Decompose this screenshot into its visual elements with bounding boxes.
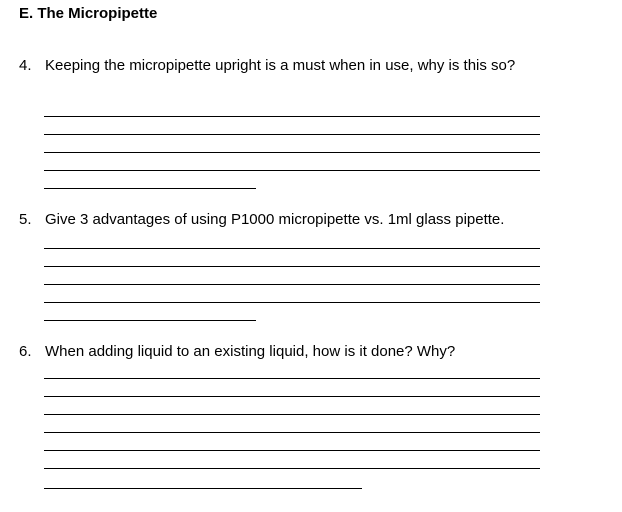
answer-line[interactable] [44,188,256,189]
answer-line[interactable] [44,266,540,267]
answer-line[interactable] [44,302,540,303]
question-5 [19,210,579,232]
answer-line[interactable] [44,450,540,451]
question-4 [19,56,579,101]
question-text: When adding liquid to an existing liquid, how is it done? Why? [45,343,456,360]
section-title: E. The Micropipette [19,5,158,22]
question-number: 4. [19,57,32,74]
answer-line[interactable] [44,320,256,321]
answer-line[interactable] [44,116,540,117]
answer-line[interactable] [44,432,540,433]
answer-line[interactable] [44,284,540,285]
question-text: Keeping the micropipette upright is a must when in use, why is this so? [45,57,516,74]
question-text: Give 3 advantages of using P1000 micropipette vs. 1ml glass pipette. [45,211,505,228]
answer-line[interactable] [44,170,540,171]
answer-line[interactable] [44,488,362,489]
answer-line[interactable] [44,468,540,469]
answer-line[interactable] [44,152,540,153]
answer-line[interactable] [44,134,540,135]
question-number: 5. [19,211,32,228]
answer-line[interactable] [44,378,540,379]
answer-line[interactable] [44,396,540,397]
answer-line[interactable] [44,414,540,415]
question-6 [19,342,579,364]
question-number: 6. [19,343,32,360]
answer-line[interactable] [44,248,540,249]
